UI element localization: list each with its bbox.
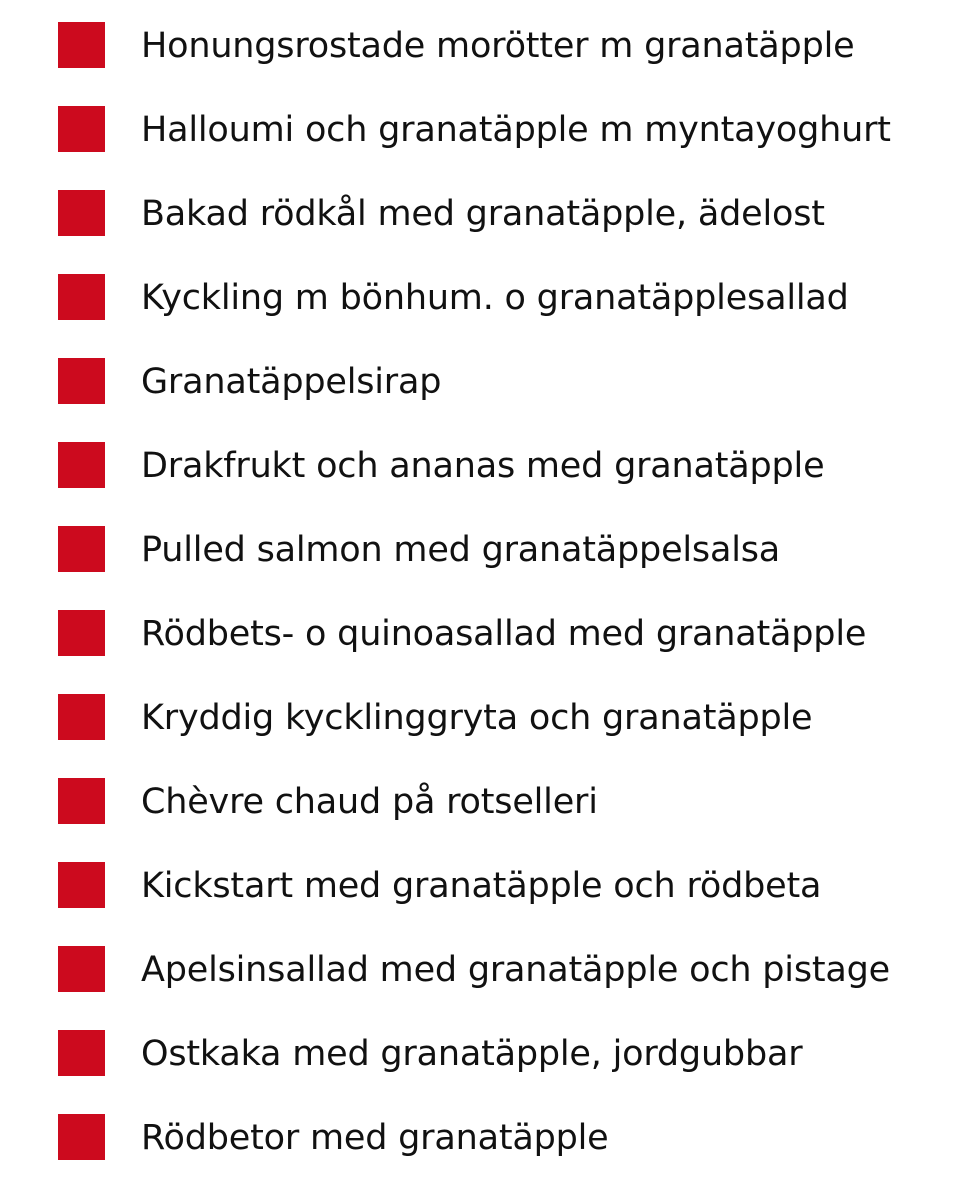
list-item [0, 514, 960, 598]
red-square-bullet-icon [58, 442, 105, 488]
red-square-bullet-icon [58, 610, 105, 656]
list-item [0, 598, 960, 682]
recipe-label: Ostkaka med granatäpple, jordgubbar [141, 1034, 803, 1074]
list-item [0, 178, 960, 262]
list-item [0, 430, 960, 514]
list-item [0, 766, 960, 850]
red-square-bullet-icon [58, 106, 105, 152]
recipe-label: Rödbetor med granatäpple [141, 1118, 609, 1158]
recipe-label: Drakfrukt och ananas med granatäpple [141, 446, 825, 486]
list-item [0, 10, 960, 94]
red-square-bullet-icon [58, 358, 105, 404]
list-item [0, 1102, 960, 1184]
list-item [0, 346, 960, 430]
recipe-label: Halloumi och granatäpple m myntayoghurt [141, 110, 891, 150]
red-square-bullet-icon [58, 526, 105, 572]
recipe-label: Granatäppelsirap [141, 362, 442, 402]
recipe-label: Rödbets- o quinoasallad med granatäpple [141, 614, 867, 654]
recipe-label: Apelsinsallad med granatäpple och pistage [141, 950, 890, 990]
red-square-bullet-icon [58, 22, 105, 68]
list-item [0, 262, 960, 346]
red-square-bullet-icon [58, 1030, 105, 1076]
recipe-label: Kyckling m bönhum. o granatäpplesallad [141, 278, 849, 318]
red-square-bullet-icon [58, 1114, 105, 1160]
red-square-bullet-icon [58, 694, 105, 740]
list-item [0, 94, 960, 178]
red-square-bullet-icon [58, 190, 105, 236]
red-square-bullet-icon [58, 778, 105, 824]
recipe-label: Honungsrostade morötter m granatäpple [141, 26, 855, 66]
list-item [0, 934, 960, 1018]
recipe-label: Bakad rödkål med granatäpple, ädelost [141, 194, 825, 234]
list-item [0, 850, 960, 934]
recipe-label: Kryddig kycklinggryta och granatäpple [141, 698, 813, 738]
red-square-bullet-icon [58, 862, 105, 908]
recipe-label: Pulled salmon med granatäppelsalsa [141, 530, 781, 570]
recipe-label: Kickstart med granatäpple och rödbeta [141, 866, 822, 906]
red-square-bullet-icon [58, 946, 105, 992]
list-item [0, 1018, 960, 1102]
list-item [0, 682, 960, 766]
red-square-bullet-icon [58, 274, 105, 320]
recipe-label: Chèvre chaud på rotselleri [141, 782, 598, 822]
